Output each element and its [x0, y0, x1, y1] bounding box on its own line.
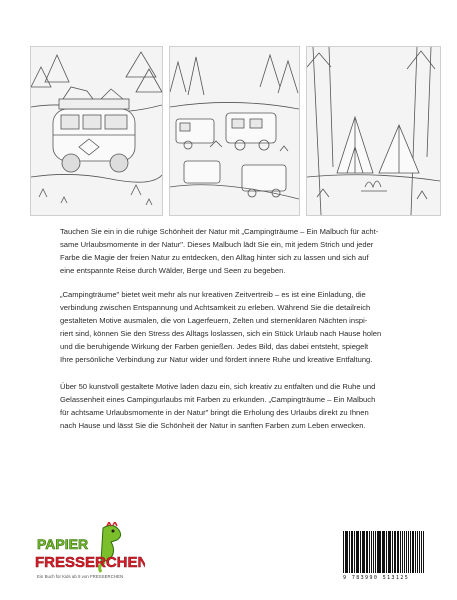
- text-line: Tauchen Sie ein in die ruhige Schönheit der Natur mit „Campingträume – Ein Malbuch für acht-: [60, 227, 379, 236]
- text-line: verbindung zwischen Entspannung und Achtsamkeit zu erleben. Während Sie die detailreich: [60, 303, 371, 312]
- text-line: same Urlaubsmomente in der Natur". Dieses Malbuch lädt Sie ein, mit jedem Strich und jeder: [60, 240, 374, 249]
- barcode-stripe: [406, 531, 407, 573]
- barcode-stripe: [373, 531, 374, 573]
- barcode-stripe: [383, 531, 384, 573]
- barcode-stripe: [394, 531, 395, 573]
- barcode-stripe: [423, 531, 424, 573]
- barcode-stripe: [410, 531, 411, 573]
- illustration-caravan-park: [169, 46, 300, 216]
- text-line: gestalteten Motive ausmalen, die von Lagerfeuern, Zelten und sternenklaren Nächten inspi-: [60, 316, 368, 325]
- barcode-stripe: [415, 531, 416, 573]
- barcode-stripe: [386, 531, 387, 573]
- barcode-stripe: [377, 531, 378, 573]
- barcode-stripe: [354, 531, 355, 573]
- barcode-stripe: [362, 531, 363, 573]
- barcode-stripe: [349, 531, 350, 573]
- barcode-bars: [343, 531, 425, 573]
- text-line: „Campingträume" bietet weit mehr als nur kreativen Zeitvertreib – es ist eine Einladung, die: [60, 290, 366, 299]
- barcode-stripe: [397, 531, 399, 573]
- barcode-stripe: [369, 531, 370, 573]
- barcode-stripe: [392, 531, 393, 573]
- barcode-stripe: [400, 531, 401, 573]
- isbn-number: 9 783990 513125: [343, 575, 410, 581]
- barcode-stripe: [346, 531, 347, 573]
- barcode-stripe: [388, 531, 389, 573]
- logo-tagline: Ein Buch für Kids ab 5 von FRESSERCHEN: [37, 574, 124, 579]
- text-line: Ihre persönliche Verbindung zur Natur wider und fördert innere Ruhe und kreative Entfaltung.: [60, 355, 373, 364]
- text-line: und die beruhigende Wirkung der Farben genießen. Jedes Bild, das dabei entsteht, spiegelt: [60, 342, 369, 351]
- text-line: nach Hause und lässt Sie die Schönheit der Natur in sanften Farben zum Leben erwecken.: [60, 421, 366, 430]
- logo-line-2: FRESSERCHEN: [35, 554, 145, 571]
- text-line: Gelassenheit eines Campingurlaubs mit Farben zu erkunden. „Campingträume – Ein Malbuch: [60, 395, 376, 404]
- text-line: Über 50 kunstvoll gestaltete Motive laden dazu ein, sich kreativ zu entfalten und die Ruhe und: [60, 382, 376, 391]
- text-line: Farbe die Magie der freien Natur zu entdecken, den Alltag hinter sich zu lassen und sich auf: [60, 253, 369, 262]
- barcode-stripe: [351, 531, 353, 573]
- barcode-stripe: [395, 531, 396, 573]
- barcode-stripe: [382, 531, 383, 573]
- logo-line-1: PAPIER: [37, 536, 89, 552]
- barcode-stripe: [421, 531, 422, 573]
- barcode-stripe: [408, 531, 409, 573]
- text-line: riert sind, können Sie den Stress des Alltags loslassen, sich ein Stück Urlaub nach Hause holen: [60, 329, 382, 338]
- barcode-stripe: [366, 531, 368, 573]
- barcode-stripe: [360, 531, 361, 573]
- barcode-stripe: [363, 531, 364, 573]
- barcode-stripe: [419, 531, 420, 573]
- illustration-vw-bus-campsite: [30, 46, 163, 216]
- barcode-stripe: [371, 531, 372, 573]
- publisher-logo: [33, 522, 145, 584]
- barcode-stripe: [357, 531, 358, 573]
- barcode-stripe: [345, 531, 346, 573]
- description-paragraph-3: [60, 380, 400, 442]
- barcode-stripe: [389, 531, 390, 573]
- barcode-stripe: [412, 531, 414, 573]
- barcode-stripe: [404, 531, 405, 573]
- description-paragraph-2: [60, 288, 400, 376]
- barcode-stripe: [375, 531, 376, 573]
- text-line: für achtsame Urlaubsmomente in der Natur" bringt die Erholung des Urlaubs direkt zu Ihnen: [60, 408, 369, 417]
- barcode-stripe: [343, 531, 344, 573]
- barcode-stripe: [402, 531, 403, 573]
- description-paragraph-1: [60, 225, 400, 287]
- illustration-strip: [30, 46, 440, 214]
- barcode-stripe: [417, 531, 418, 573]
- illustration-tent-campfire: [306, 46, 441, 216]
- text-line: eine entspannte Reise durch Wälder, Berge und Seen zu begeben.: [60, 266, 286, 275]
- barcode-stripe: [378, 531, 380, 573]
- barcode-stripe: [356, 531, 357, 573]
- isbn-barcode: [343, 531, 425, 586]
